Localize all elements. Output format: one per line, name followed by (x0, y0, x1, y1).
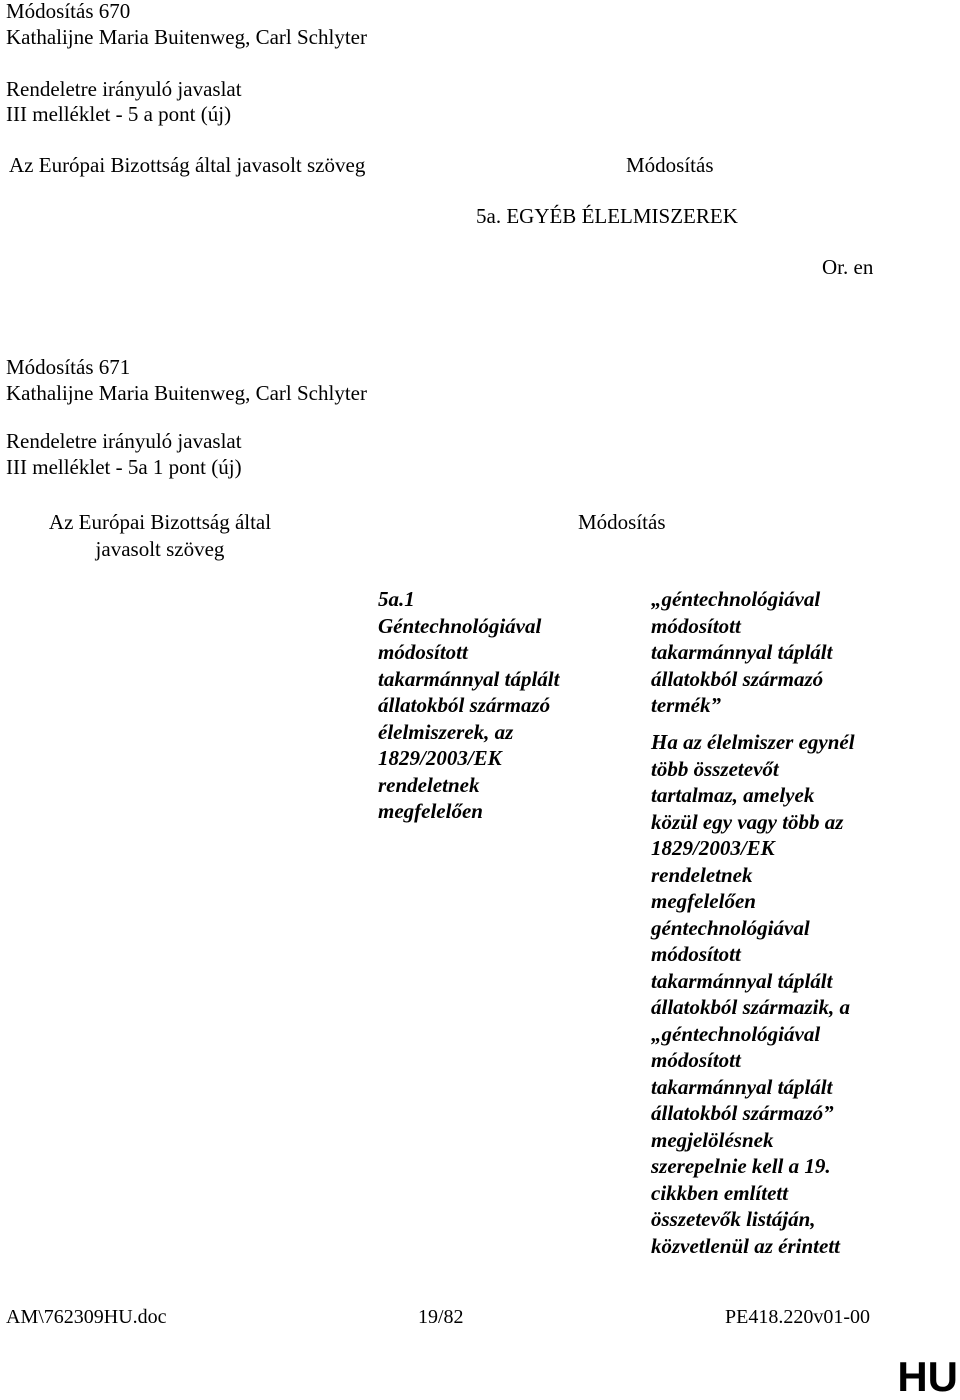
amendment-671-proposal: Rendeletre irányuló javaslat (6, 429, 242, 453)
amendment-670-text: 5a. EGYÉB ÉLELMISZEREK (476, 204, 738, 228)
right-line: közvetlenül az érintett (651, 1233, 840, 1258)
right-line: Ha az élelmiszer egynél (651, 730, 855, 754)
right-line: tartalmaz, amelyek (651, 783, 815, 807)
amendment-670-commission-heading: Az Európai Bizottság által javasolt szöveg (9, 153, 366, 177)
right-line: módosított (651, 942, 741, 966)
middle-line: takarmánnyal táplált (378, 666, 560, 691)
amendment-671-amendment-heading: Módosítás (578, 510, 666, 534)
middle-line: 1829/2003/EK (378, 746, 502, 770)
footer-page-number: 19/82 (418, 1306, 464, 1328)
amendment-670-reference: III melléklet - 5 a pont (új) (6, 102, 232, 126)
middle-line: megfelelően (378, 799, 483, 823)
amendment-670-original-language: Or. en (822, 255, 874, 279)
right-line: szerepelnie kell a 19. (651, 1154, 831, 1178)
right-line: módosított (651, 613, 741, 638)
footer-pe-ref: PE418.220v01-00 (725, 1306, 870, 1328)
middle-line: Géntechnológiával (378, 613, 542, 638)
right-line: „géntechnológiával (651, 1021, 821, 1046)
middle-line: módosított (378, 640, 468, 664)
middle-line: rendeletnek (378, 772, 480, 797)
amendment-671-number: Módosítás 671 (6, 355, 131, 379)
right-line: megjelölésnek (651, 1127, 774, 1152)
right-line: 1829/2003/EK (651, 836, 775, 860)
right-line: állatokból származó (651, 666, 824, 691)
right-line: „géntechnológiával (651, 587, 821, 611)
right-line: megfelelően (651, 889, 756, 913)
right-line: takarmánnyal táplált (651, 968, 833, 993)
language-code: HU (897, 1353, 958, 1400)
right-line: takarmánnyal táplált (651, 1074, 833, 1099)
right-line: rendeletnek (651, 862, 753, 887)
amendment-671-right-para-2 (651, 729, 855, 1259)
right-line: termék” (651, 693, 721, 717)
right-line: közül egy vagy több az (651, 809, 844, 834)
amendment-671-right-para-1 (651, 586, 832, 719)
commission-heading-line-2: javasolt szöveg (95, 536, 225, 561)
right-line: módosított (651, 1048, 741, 1072)
right-line: állatokból származik, a (651, 995, 850, 1019)
right-line: cikkben említett (651, 1180, 789, 1205)
right-line: több összetevőt (651, 756, 779, 781)
amendment-671-authors: Kathalijne Maria Buitenweg, Carl Schlyter (6, 381, 367, 405)
amendment-670-amendment-heading: Módosítás (626, 153, 714, 177)
amendment-671-commission-heading (30, 509, 290, 562)
middle-line: állatokból származó (378, 693, 551, 717)
middle-line: 5a.1 (378, 587, 415, 611)
amendment-671-middle-column (378, 586, 559, 825)
amendment-670-proposal: Rendeletre irányuló javaslat (6, 77, 242, 101)
middle-line: élelmiszerek, az (378, 719, 514, 744)
right-line: géntechnológiával (651, 915, 810, 940)
right-line: összetevők listáján, (651, 1207, 816, 1231)
right-line: állatokból származó” (651, 1101, 834, 1125)
amendment-670-number: Módosítás 670 (6, 0, 131, 23)
amendment-670-authors: Kathalijne Maria Buitenweg, Carl Schlyter (6, 25, 367, 49)
amendment-671-reference: III melléklet - 5a 1 pont (új) (6, 455, 242, 479)
footer-doc-ref: AM\762309HU.doc (6, 1306, 167, 1328)
right-line: takarmánnyal táplált (651, 640, 833, 664)
commission-heading-line-1: Az Európai Bizottság által (48, 510, 272, 534)
